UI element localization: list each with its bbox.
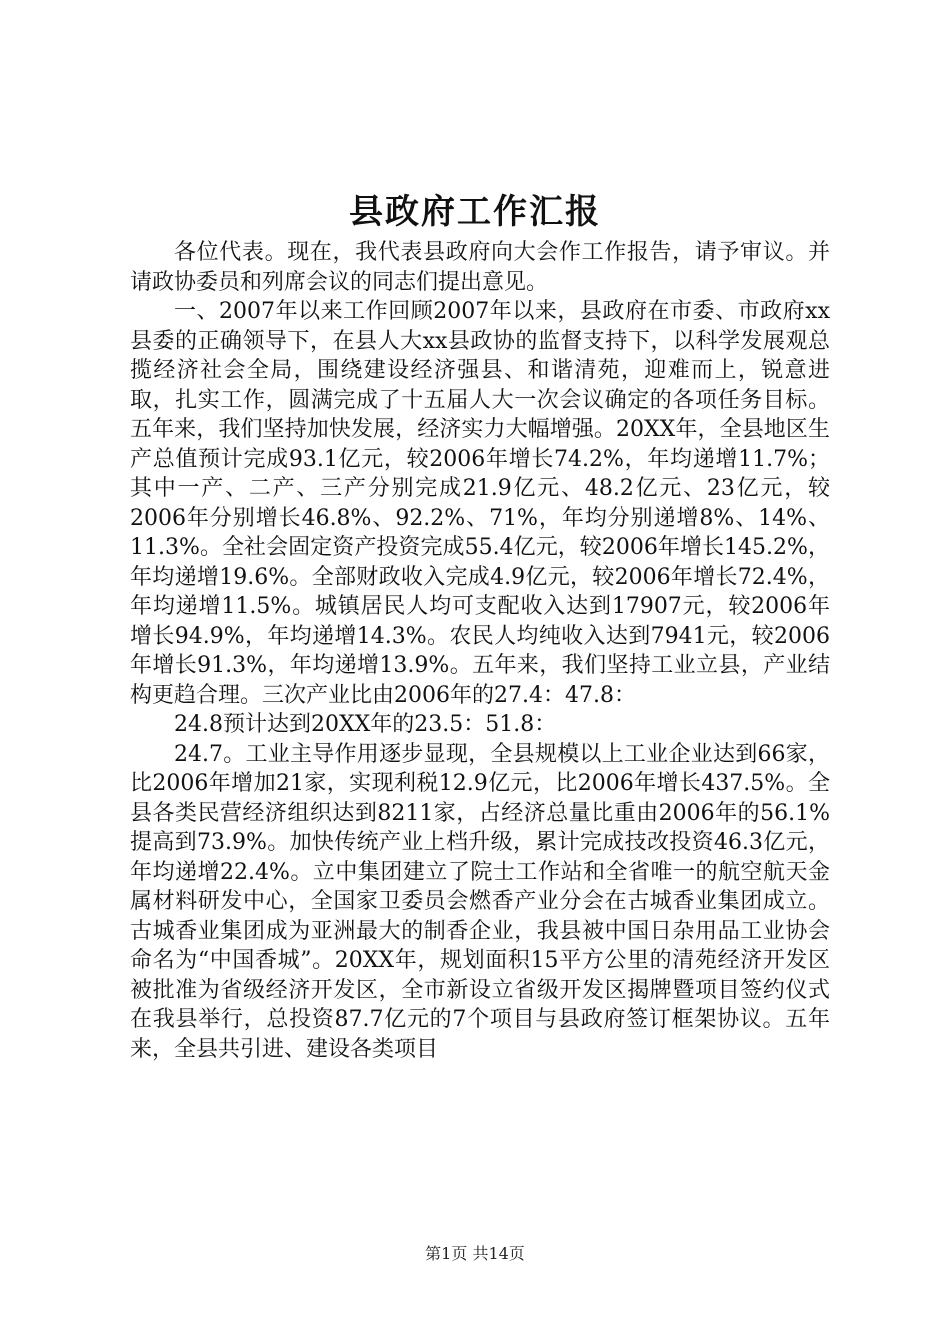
paragraph: 24.7。工业主导作用逐步显现，全县规模以上工业企业达到66家，比2006年增加21家，实现利税12.9亿元，比2006年增长437.5%。全县各类民营经济组织达到8211家，占经济总量比重由2006年的56.1%提高到73.9%。加快传统产业上档升级，累计完成技改投资46.3亿元，年均递增22.4%。立中集团建立了院士工作站和全省唯一的航空航天金属材料研发中心，全国家卫委员会燃香产业分会在古城香业集团成立。古城香业集团成为亚洲最大的制香企业，我县被中国日杂用品工业协会命名为“中国香城”。20XX年，规划面积15平方公里的清苑经济开发区被批准为省级经济开发区，全市新设立省级开发区揭牌暨项目签约仪式在我县举行，总投资87.7亿元的7个项目与县政府签订框架协议。五年来，全县共引进、建设各类项目 [130,741,830,1062]
paragraph: 24.8预计达到20XX年的23.5：51.8： [174,712,557,737]
document-body [130,238,830,1064]
page-footer: 第1页 共14页 [425,1244,525,1263]
paragraph: 各位代表。现在，我代表县政府向大会作工作报告，请予审议。并请政协委员和列席会议的同志们提出意见。 [130,240,830,295]
document-title: 县政府工作汇报 [349,192,601,232]
paragraph: 一、2007年以来工作回顾2007年以来，县政府在市委、市政府xx县委的正确领导下，在县人大xx县政协的监督支持下，以科学发展观总揽经济社会全局，围绕建设经济强县、和谐清苑，迎难而上，锐意进取，扎实工作，圆满完成了十五届人大一次会议确定的各项任务目标。五年来，我们坚持加快发展，经济实力大幅增强。20XX年，全县地区生产总值预计完成93.1亿元，较2006年增长74.2%，年均递增11.7%；其中一产、二产、三产分别完成21.9亿元、48.2亿元、23亿元，较2006年分别增长46.8%、92.2%、71%，年均分别递增8%、14%、11.3%。全社会固定资产投资完成55.4亿元，较2006年增长145.2%，年均递增19.6%。全部财政收入完成4.9亿元，较2006年增长72.4%，年均递增11.5%。城镇居民人均可支配收入达到17907元，较2006年增长94.9%，年均递增14.3%。农民人均纯收入达到7941元，较2006年增长91.3%，年均递增13.9%。五年来，我们坚持工业立县，产业结构更趋合理。三次产业比由2006年的27.4：47.8： [130,299,830,708]
